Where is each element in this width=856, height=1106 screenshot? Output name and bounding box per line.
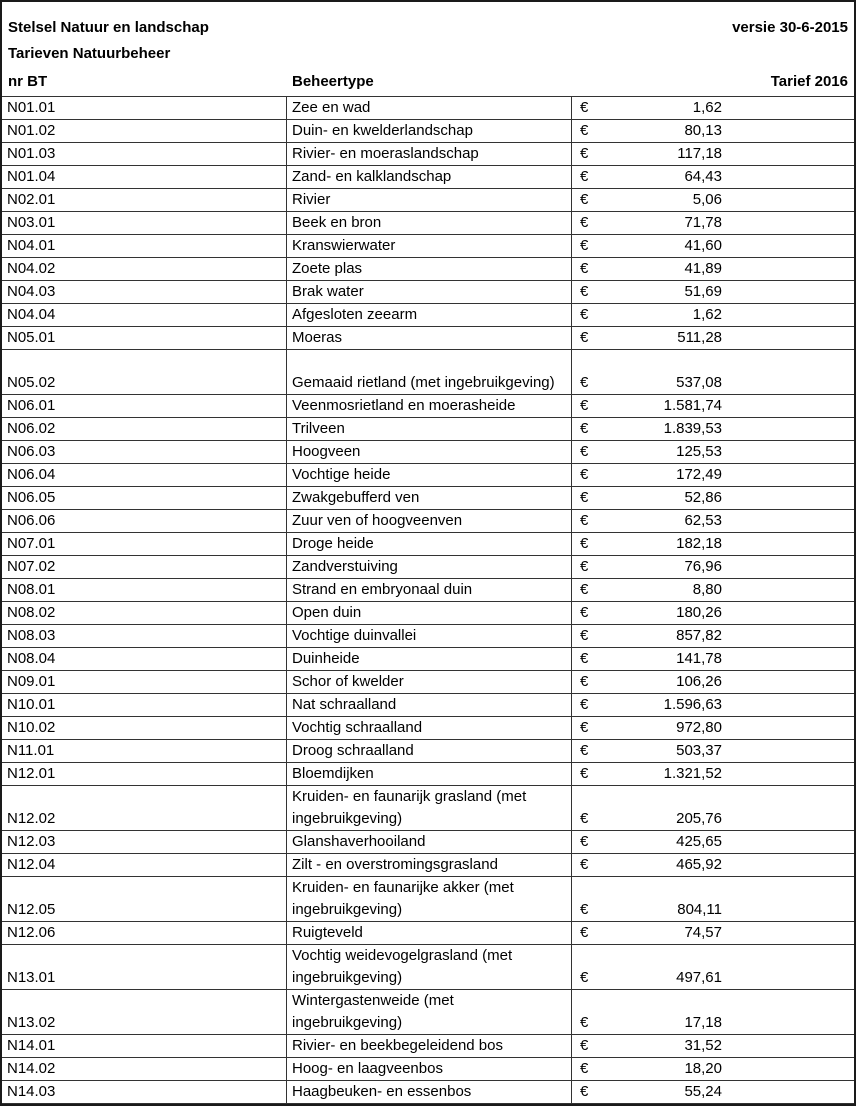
row-spacer xyxy=(726,304,854,327)
row-code: N14.03 xyxy=(2,1081,287,1104)
column-header-code: nr BT xyxy=(8,73,48,90)
row-tariff: 511,28 xyxy=(605,327,726,350)
row-beheertype: Rivier- en moeraslandschap xyxy=(287,143,572,166)
row-spacer xyxy=(726,464,854,487)
currency-symbol: € xyxy=(572,533,606,556)
row-spacer xyxy=(726,1081,854,1104)
row-code: N06.02 xyxy=(2,418,287,441)
column-header-tariff: Tarief 2016 xyxy=(770,73,848,90)
row-tariff: 857,82 xyxy=(605,625,726,648)
row-spacer xyxy=(726,671,854,694)
row-code: N05.01 xyxy=(2,327,287,350)
row-spacer xyxy=(726,786,854,831)
currency-symbol: € xyxy=(572,602,606,625)
row-code: N04.02 xyxy=(2,258,287,281)
table-row xyxy=(2,418,854,441)
row-beheertype: Glanshaverhooiland xyxy=(287,831,572,854)
row-tariff: 31,52 xyxy=(605,1035,726,1058)
table-row xyxy=(2,579,854,602)
row-tariff: 804,11 xyxy=(605,877,726,922)
row-code: N12.03 xyxy=(2,831,287,854)
table-row xyxy=(2,166,854,189)
currency-symbol: € xyxy=(572,763,606,786)
currency-symbol: € xyxy=(572,441,606,464)
row-spacer xyxy=(726,510,854,533)
table-row xyxy=(2,97,854,120)
row-beheertype: Brak water xyxy=(287,281,572,304)
row-code: N08.03 xyxy=(2,625,287,648)
row-spacer xyxy=(726,97,854,120)
row-code: N08.01 xyxy=(2,579,287,602)
row-spacer xyxy=(726,350,854,395)
currency-symbol: € xyxy=(572,671,606,694)
row-tariff: 1.839,53 xyxy=(605,418,726,441)
sheet-subtitle: Tarieven Natuurbeheer xyxy=(8,45,171,62)
currency-symbol: € xyxy=(572,418,606,441)
row-code: N12.04 xyxy=(2,854,287,877)
table-row xyxy=(2,120,854,143)
row-code: N12.05 xyxy=(2,877,287,922)
row-tariff: 972,80 xyxy=(605,717,726,740)
row-spacer xyxy=(726,143,854,166)
row-tariff: 180,26 xyxy=(605,602,726,625)
row-spacer xyxy=(726,990,854,1035)
row-spacer xyxy=(726,1058,854,1081)
row-code: N06.05 xyxy=(2,487,287,510)
table-row xyxy=(2,854,854,877)
row-beheertype: Vochtige duinvallei xyxy=(287,625,572,648)
row-beheertype: Schor of kwelder xyxy=(287,671,572,694)
row-tariff: 5,06 xyxy=(605,189,726,212)
row-tariff: 503,37 xyxy=(605,740,726,763)
row-spacer xyxy=(726,281,854,304)
row-beheertype: Zee en wad xyxy=(287,97,572,120)
row-spacer xyxy=(726,854,854,877)
table-row xyxy=(2,258,854,281)
row-beheertype: Duinheide xyxy=(287,648,572,671)
row-beheertype: Zandverstuiving xyxy=(287,556,572,579)
row-tariff: 1.321,52 xyxy=(605,763,726,786)
row-code: N03.01 xyxy=(2,212,287,235)
row-tariff: 465,92 xyxy=(605,854,726,877)
row-spacer xyxy=(726,235,854,258)
currency-symbol: € xyxy=(572,831,606,854)
row-tariff: 1,62 xyxy=(605,97,726,120)
row-tariff: 52,86 xyxy=(605,487,726,510)
row-code: N07.01 xyxy=(2,533,287,556)
row-spacer xyxy=(726,395,854,418)
currency-symbol: € xyxy=(572,487,606,510)
table-row xyxy=(2,831,854,854)
table-row xyxy=(2,350,854,395)
row-beheertype: Nat schraalland xyxy=(287,694,572,717)
row-code: N01.04 xyxy=(2,166,287,189)
version-label: versie 30-6-2015 xyxy=(732,19,848,36)
row-beheertype: Droge heide xyxy=(287,533,572,556)
currency-symbol: € xyxy=(572,786,606,831)
row-tariff: 182,18 xyxy=(605,533,726,556)
row-spacer xyxy=(726,1035,854,1058)
row-beheertype: Wintergastenweide (met ingebruikgeving) xyxy=(287,990,572,1035)
row-beheertype: Veenmosrietland en moerasheide xyxy=(287,395,572,418)
table-row xyxy=(2,510,854,533)
row-spacer xyxy=(726,556,854,579)
currency-symbol: € xyxy=(572,945,606,990)
row-tariff: 74,57 xyxy=(605,922,726,945)
table-row xyxy=(2,740,854,763)
table-row xyxy=(2,786,854,831)
currency-symbol: € xyxy=(572,304,606,327)
row-tariff: 537,08 xyxy=(605,350,726,395)
currency-symbol: € xyxy=(572,395,606,418)
row-code: N02.01 xyxy=(2,189,287,212)
currency-symbol: € xyxy=(572,1058,606,1081)
currency-symbol: € xyxy=(572,212,606,235)
table-row xyxy=(2,281,854,304)
currency-symbol: € xyxy=(572,350,606,395)
row-code: N01.01 xyxy=(2,97,287,120)
row-code: N06.03 xyxy=(2,441,287,464)
row-beheertype: Kruiden- en faunarijk grasland (met ingebruikgeving) xyxy=(287,786,572,831)
row-beheertype: Hoog- en laagveenbos xyxy=(287,1058,572,1081)
table-row xyxy=(2,717,854,740)
row-beheertype: Zoete plas xyxy=(287,258,572,281)
row-code: N08.02 xyxy=(2,602,287,625)
sheet-header xyxy=(2,2,854,96)
currency-symbol: € xyxy=(572,990,606,1035)
row-spacer xyxy=(726,533,854,556)
currency-symbol: € xyxy=(572,464,606,487)
row-spacer xyxy=(726,120,854,143)
currency-symbol: € xyxy=(572,556,606,579)
row-code: N12.02 xyxy=(2,786,287,831)
currency-symbol: € xyxy=(572,694,606,717)
row-beheertype: Gemaaid rietland (met ingebruikgeving) xyxy=(287,350,572,395)
currency-symbol: € xyxy=(572,1035,606,1058)
row-tariff: 64,43 xyxy=(605,166,726,189)
currency-symbol: € xyxy=(572,97,606,120)
column-header-name: Beheertype xyxy=(292,73,374,90)
currency-symbol: € xyxy=(572,166,606,189)
table-row xyxy=(2,945,854,990)
row-code: N06.04 xyxy=(2,464,287,487)
row-code: N11.01 xyxy=(2,740,287,763)
table-row xyxy=(2,395,854,418)
row-spacer xyxy=(726,189,854,212)
row-code: N12.06 xyxy=(2,922,287,945)
row-tariff: 51,69 xyxy=(605,281,726,304)
row-beheertype: Open duin xyxy=(287,602,572,625)
currency-symbol: € xyxy=(572,510,606,533)
row-spacer xyxy=(726,418,854,441)
tariff-table xyxy=(2,96,854,1104)
table-row xyxy=(2,763,854,786)
row-spacer xyxy=(726,487,854,510)
table-row xyxy=(2,1035,854,1058)
currency-symbol: € xyxy=(572,1081,606,1104)
row-code: N06.06 xyxy=(2,510,287,533)
table-row xyxy=(2,304,854,327)
table-row xyxy=(2,441,854,464)
row-code: N09.01 xyxy=(2,671,287,694)
row-beheertype: Zand- en kalklandschap xyxy=(287,166,572,189)
row-spacer xyxy=(726,717,854,740)
row-tariff: 41,89 xyxy=(605,258,726,281)
table-row xyxy=(2,877,854,922)
row-beheertype: Rivier xyxy=(287,189,572,212)
row-spacer xyxy=(726,327,854,350)
table-row xyxy=(2,648,854,671)
row-spacer xyxy=(726,441,854,464)
row-spacer xyxy=(726,740,854,763)
row-beheertype: Beek en bron xyxy=(287,212,572,235)
row-spacer xyxy=(726,212,854,235)
row-code: N08.04 xyxy=(2,648,287,671)
row-spacer xyxy=(726,625,854,648)
row-code: N01.03 xyxy=(2,143,287,166)
table-row xyxy=(2,1058,854,1081)
table-row xyxy=(2,533,854,556)
row-beheertype: Kranswierwater xyxy=(287,235,572,258)
row-beheertype: Moeras xyxy=(287,327,572,350)
row-tariff: 1.581,74 xyxy=(605,395,726,418)
row-beheertype: Droog schraalland xyxy=(287,740,572,763)
row-tariff: 55,24 xyxy=(605,1081,726,1104)
row-tariff: 172,49 xyxy=(605,464,726,487)
table-row xyxy=(2,990,854,1035)
row-spacer xyxy=(726,648,854,671)
row-code: N10.01 xyxy=(2,694,287,717)
row-tariff: 71,78 xyxy=(605,212,726,235)
sheet-title: Stelsel Natuur en landschap xyxy=(8,19,209,36)
row-tariff: 205,76 xyxy=(605,786,726,831)
currency-symbol: € xyxy=(572,120,606,143)
table-row xyxy=(2,464,854,487)
currency-symbol: € xyxy=(572,579,606,602)
row-beheertype: Duin- en kwelderlandschap xyxy=(287,120,572,143)
row-tariff: 141,78 xyxy=(605,648,726,671)
row-code: N07.02 xyxy=(2,556,287,579)
table-row xyxy=(2,625,854,648)
row-tariff: 497,61 xyxy=(605,945,726,990)
row-spacer xyxy=(726,831,854,854)
row-beheertype: Rivier- en beekbegeleidend bos xyxy=(287,1035,572,1058)
row-beheertype: Haagbeuken- en essenbos xyxy=(287,1081,572,1104)
row-spacer xyxy=(726,922,854,945)
table-row xyxy=(2,143,854,166)
row-tariff: 1.596,63 xyxy=(605,694,726,717)
row-beheertype: Vochtige heide xyxy=(287,464,572,487)
row-beheertype: Vochtig schraalland xyxy=(287,717,572,740)
row-tariff: 18,20 xyxy=(605,1058,726,1081)
currency-symbol: € xyxy=(572,258,606,281)
table-row xyxy=(2,1081,854,1104)
row-code: N12.01 xyxy=(2,763,287,786)
row-code: N04.03 xyxy=(2,281,287,304)
row-tariff: 8,80 xyxy=(605,579,726,602)
row-code: N01.02 xyxy=(2,120,287,143)
row-tariff: 76,96 xyxy=(605,556,726,579)
row-tariff: 17,18 xyxy=(605,990,726,1035)
row-beheertype: Kruiden- en faunarijke akker (met ingebruikgeving) xyxy=(287,877,572,922)
table-row xyxy=(2,556,854,579)
row-code: N14.01 xyxy=(2,1035,287,1058)
row-beheertype: Ruigteveld xyxy=(287,922,572,945)
row-beheertype: Trilveen xyxy=(287,418,572,441)
currency-symbol: € xyxy=(572,717,606,740)
row-beheertype: Afgesloten zeearm xyxy=(287,304,572,327)
row-beheertype: Strand en embryonaal duin xyxy=(287,579,572,602)
row-code: N04.01 xyxy=(2,235,287,258)
row-beheertype: Bloemdijken xyxy=(287,763,572,786)
row-beheertype: Zilt - en overstromingsgrasland xyxy=(287,854,572,877)
row-tariff: 1,62 xyxy=(605,304,726,327)
currency-symbol: € xyxy=(572,235,606,258)
row-spacer xyxy=(726,694,854,717)
row-tariff: 80,13 xyxy=(605,120,726,143)
currency-symbol: € xyxy=(572,854,606,877)
currency-symbol: € xyxy=(572,740,606,763)
table-row xyxy=(2,922,854,945)
row-tariff: 41,60 xyxy=(605,235,726,258)
currency-symbol: € xyxy=(572,922,606,945)
currency-symbol: € xyxy=(572,625,606,648)
row-tariff: 125,53 xyxy=(605,441,726,464)
currency-symbol: € xyxy=(572,327,606,350)
table-row xyxy=(2,212,854,235)
row-code: N05.02 xyxy=(2,350,287,395)
row-spacer xyxy=(726,877,854,922)
row-tariff: 117,18 xyxy=(605,143,726,166)
table-row xyxy=(2,671,854,694)
row-spacer xyxy=(726,602,854,625)
table-row xyxy=(2,235,854,258)
row-tariff: 106,26 xyxy=(605,671,726,694)
row-beheertype: Hoogveen xyxy=(287,441,572,464)
currency-symbol: € xyxy=(572,143,606,166)
row-spacer xyxy=(726,579,854,602)
row-tariff: 425,65 xyxy=(605,831,726,854)
row-tariff: 62,53 xyxy=(605,510,726,533)
row-code: N04.04 xyxy=(2,304,287,327)
row-spacer xyxy=(726,166,854,189)
row-spacer xyxy=(726,763,854,786)
table-row xyxy=(2,487,854,510)
table-row xyxy=(2,189,854,212)
row-beheertype: Vochtig weidevogelgrasland (met ingebruikgeving) xyxy=(287,945,572,990)
row-code: N10.02 xyxy=(2,717,287,740)
row-spacer xyxy=(726,258,854,281)
currency-symbol: € xyxy=(572,189,606,212)
row-beheertype: Zuur ven of hoogveenven xyxy=(287,510,572,533)
currency-symbol: € xyxy=(572,281,606,304)
row-code: N14.02 xyxy=(2,1058,287,1081)
row-code: N13.02 xyxy=(2,990,287,1035)
row-spacer xyxy=(726,945,854,990)
table-row xyxy=(2,694,854,717)
currency-symbol: € xyxy=(572,648,606,671)
table-row xyxy=(2,602,854,625)
row-beheertype: Zwakgebufferd ven xyxy=(287,487,572,510)
row-code: N13.01 xyxy=(2,945,287,990)
table-row xyxy=(2,327,854,350)
currency-symbol: € xyxy=(572,877,606,922)
row-code: N06.01 xyxy=(2,395,287,418)
